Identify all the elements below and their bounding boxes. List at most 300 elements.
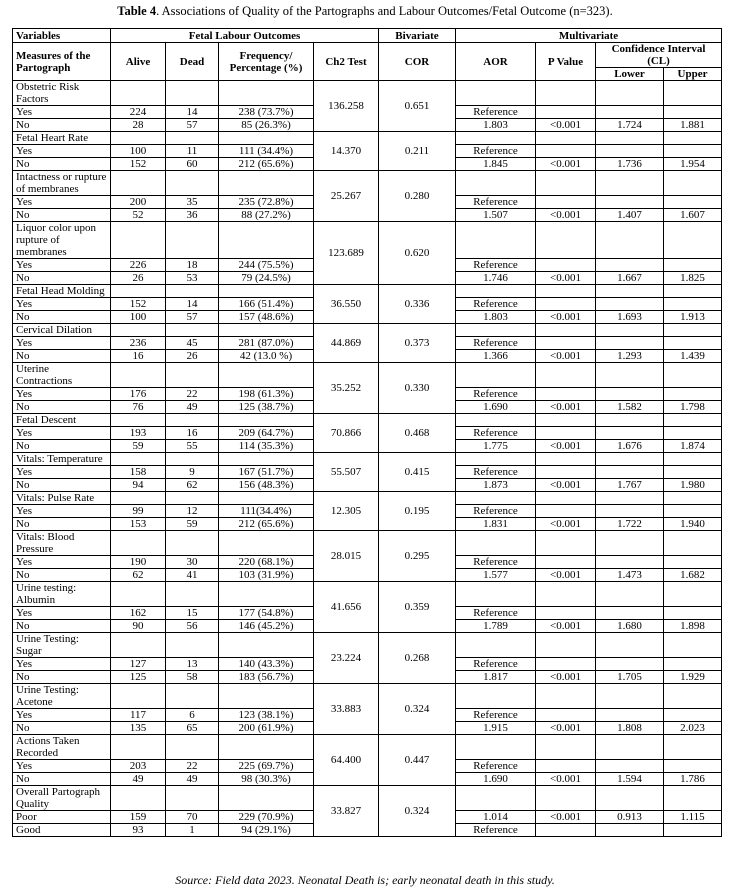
p-value-cell <box>536 709 596 722</box>
p-value-cell <box>536 760 596 773</box>
alive-cell <box>111 735 166 760</box>
upper-cell: 1.798 <box>664 401 722 414</box>
alive-cell: 94 <box>111 479 166 492</box>
row-label: Yes <box>13 145 111 158</box>
table-number: Table 4 <box>117 4 157 18</box>
dead-cell: 56 <box>166 620 219 633</box>
lower-cell <box>596 684 664 709</box>
alive-cell: 158 <box>111 466 166 479</box>
cor-cell: 0.295 <box>379 531 456 582</box>
frequency-cell <box>219 633 314 658</box>
upper-cell: 1.954 <box>664 158 722 171</box>
upper-cell: 1.786 <box>664 773 722 786</box>
p-value-cell <box>536 337 596 350</box>
p-value-cell <box>536 81 596 106</box>
header-aor: AOR <box>456 43 536 81</box>
p-value-cell <box>536 582 596 607</box>
alive-cell <box>111 492 166 505</box>
lower-cell: 1.722 <box>596 518 664 531</box>
aor-cell <box>456 492 536 505</box>
alive-cell: 127 <box>111 658 166 671</box>
p-value-cell: <0.001 <box>536 722 596 735</box>
dead-cell <box>166 222 219 259</box>
aor-cell: Reference <box>456 658 536 671</box>
group-header-row <box>13 633 722 658</box>
lower-cell <box>596 531 664 556</box>
lower-cell <box>596 786 664 811</box>
dead-cell: 49 <box>166 773 219 786</box>
row-label: Yes <box>13 658 111 671</box>
upper-cell <box>664 324 722 337</box>
row-label: No <box>13 311 111 324</box>
frequency-cell <box>219 414 314 427</box>
frequency-cell <box>219 582 314 607</box>
dead-cell: 60 <box>166 158 219 171</box>
aor-cell <box>456 171 536 196</box>
upper-cell: 1.825 <box>664 272 722 285</box>
row-label: No <box>13 209 111 222</box>
p-value-cell <box>536 492 596 505</box>
alive-cell <box>111 132 166 145</box>
frequency-cell: 103 (31.9%) <box>219 569 314 582</box>
frequency-cell <box>219 285 314 298</box>
group-name: Vitals: Pulse Rate <box>13 492 111 505</box>
group-name: Vitals: Temperature <box>13 453 111 466</box>
upper-cell <box>664 760 722 773</box>
header-variables: Variables <box>13 29 111 43</box>
upper-cell <box>664 556 722 569</box>
upper-cell: 1.874 <box>664 440 722 453</box>
row-label: Yes <box>13 337 111 350</box>
upper-cell <box>664 145 722 158</box>
upper-cell: 1.115 <box>664 811 722 824</box>
row-label: No <box>13 158 111 171</box>
p-value-cell <box>536 388 596 401</box>
aor-cell: 1.507 <box>456 209 536 222</box>
dead-cell <box>166 531 219 556</box>
group-header-row <box>13 363 722 388</box>
header-fetal-labour-outcomes: Fetal Labour Outcomes <box>111 29 379 43</box>
lower-cell: 1.676 <box>596 440 664 453</box>
lower-cell <box>596 363 664 388</box>
p-value-cell <box>536 633 596 658</box>
aor-cell: Reference <box>456 388 536 401</box>
frequency-cell: 42 (13.0 %) <box>219 350 314 363</box>
row-label: No <box>13 272 111 285</box>
cor-cell: 0.651 <box>379 81 456 132</box>
dead-cell: 62 <box>166 479 219 492</box>
dead-cell: 9 <box>166 466 219 479</box>
frequency-cell: 94 (29.1%) <box>219 824 314 837</box>
upper-cell: 1.898 <box>664 620 722 633</box>
p-value-cell <box>536 285 596 298</box>
aor-cell: Reference <box>456 259 536 272</box>
ch2-cell: 12.305 <box>314 492 379 531</box>
frequency-cell <box>219 81 314 106</box>
group-header-row <box>13 453 722 466</box>
frequency-cell <box>219 324 314 337</box>
group-name: Uterine Contractions <box>13 363 111 388</box>
frequency-cell: 220 (68.1%) <box>219 556 314 569</box>
header-multivariate: Multivariate <box>456 29 722 43</box>
alive-cell: 125 <box>111 671 166 684</box>
dead-cell <box>166 735 219 760</box>
frequency-cell <box>219 531 314 556</box>
p-value-cell <box>536 505 596 518</box>
lower-cell <box>596 337 664 350</box>
p-value-cell <box>536 607 596 620</box>
lower-cell: 1.680 <box>596 620 664 633</box>
upper-cell <box>664 786 722 811</box>
lower-cell: 1.767 <box>596 479 664 492</box>
alive-cell: 100 <box>111 311 166 324</box>
alive-cell: 62 <box>111 569 166 582</box>
p-value-cell <box>536 106 596 119</box>
dead-cell <box>166 633 219 658</box>
cor-cell: 0.211 <box>379 132 456 171</box>
aor-cell: 1.366 <box>456 350 536 363</box>
p-value-cell: <0.001 <box>536 350 596 363</box>
cor-cell: 0.324 <box>379 684 456 735</box>
lower-cell <box>596 171 664 196</box>
row-label: No <box>13 722 111 735</box>
group-name: Intactness or rupture of membranes <box>13 171 111 196</box>
group-name: Actions Taken Recorded <box>13 735 111 760</box>
header-alive: Alive <box>111 43 166 81</box>
upper-cell <box>664 132 722 145</box>
frequency-cell <box>219 453 314 466</box>
row-label: Yes <box>13 556 111 569</box>
row-label: No <box>13 518 111 531</box>
p-value-cell: <0.001 <box>536 209 596 222</box>
frequency-cell: 79 (24.5%) <box>219 272 314 285</box>
ch2-cell: 123.689 <box>314 222 379 285</box>
lower-cell <box>596 414 664 427</box>
upper-cell <box>664 337 722 350</box>
frequency-cell <box>219 132 314 145</box>
row-label: Good <box>13 824 111 837</box>
alive-cell: 176 <box>111 388 166 401</box>
alive-cell: 99 <box>111 505 166 518</box>
lower-cell <box>596 607 664 620</box>
lower-cell <box>596 222 664 259</box>
aor-cell: 1.845 <box>456 158 536 171</box>
dead-cell: 14 <box>166 106 219 119</box>
upper-cell <box>664 709 722 722</box>
dead-cell: 49 <box>166 401 219 414</box>
frequency-cell: 98 (30.3%) <box>219 773 314 786</box>
lower-cell <box>596 760 664 773</box>
upper-cell <box>664 607 722 620</box>
lower-cell: 1.705 <box>596 671 664 684</box>
row-label: Yes <box>13 466 111 479</box>
lower-cell <box>596 582 664 607</box>
cor-cell: 0.268 <box>379 633 456 684</box>
group-header-row <box>13 786 722 811</box>
alive-cell <box>111 285 166 298</box>
aor-cell: Reference <box>456 337 536 350</box>
alive-cell: 153 <box>111 518 166 531</box>
lower-cell <box>596 492 664 505</box>
aor-cell: Reference <box>456 556 536 569</box>
alive-cell: 152 <box>111 158 166 171</box>
aor-cell: Reference <box>456 607 536 620</box>
alive-cell: 49 <box>111 773 166 786</box>
frequency-cell: 123 (38.1%) <box>219 709 314 722</box>
p-value-cell <box>536 363 596 388</box>
lower-cell <box>596 259 664 272</box>
dead-cell: 57 <box>166 119 219 132</box>
p-value-cell: <0.001 <box>536 272 596 285</box>
p-value-cell: <0.001 <box>536 119 596 132</box>
p-value-cell <box>536 196 596 209</box>
group-name: Urine Testing: Sugar <box>13 633 111 658</box>
frequency-cell: 111(34.4%) <box>219 505 314 518</box>
dead-cell <box>166 453 219 466</box>
header-confidence-interval: Confidence Interval (CL) <box>596 43 722 68</box>
p-value-cell <box>536 684 596 709</box>
dead-cell: 58 <box>166 671 219 684</box>
ch2-cell: 70.866 <box>314 414 379 453</box>
row-label: No <box>13 440 111 453</box>
dead-cell <box>166 363 219 388</box>
cor-cell: 0.324 <box>379 786 456 837</box>
lower-cell: 1.724 <box>596 119 664 132</box>
group-name: Cervical Dilation <box>13 324 111 337</box>
alive-cell: 203 <box>111 760 166 773</box>
aor-cell: 1.789 <box>456 620 536 633</box>
aor-cell: 1.577 <box>456 569 536 582</box>
row-label: Yes <box>13 388 111 401</box>
ch2-cell: 41.656 <box>314 582 379 633</box>
aor-cell: Reference <box>456 106 536 119</box>
aor-cell: 1.803 <box>456 311 536 324</box>
dead-cell: 53 <box>166 272 219 285</box>
alive-cell: 135 <box>111 722 166 735</box>
p-value-cell: <0.001 <box>536 620 596 633</box>
dead-cell: 55 <box>166 440 219 453</box>
group-name: Vitals: Blood Pressure <box>13 531 111 556</box>
alive-cell <box>111 684 166 709</box>
upper-cell <box>664 414 722 427</box>
alive-cell: 16 <box>111 350 166 363</box>
frequency-cell: 167 (51.7%) <box>219 466 314 479</box>
aor-cell <box>456 81 536 106</box>
row-label: Yes <box>13 298 111 311</box>
dead-cell: 22 <box>166 760 219 773</box>
group-name: Overall Partograph Quality <box>13 786 111 811</box>
cor-cell: 0.373 <box>379 324 456 363</box>
group-header-row <box>13 324 722 337</box>
aor-cell <box>456 414 536 427</box>
upper-cell <box>664 427 722 440</box>
upper-cell <box>664 658 722 671</box>
upper-cell: 1.913 <box>664 311 722 324</box>
p-value-cell <box>536 171 596 196</box>
p-value-cell <box>536 427 596 440</box>
ch2-cell: 28.015 <box>314 531 379 582</box>
alive-cell: 28 <box>111 119 166 132</box>
upper-cell <box>664 298 722 311</box>
frequency-cell: 209 (64.7%) <box>219 427 314 440</box>
alive-cell: 26 <box>111 272 166 285</box>
upper-cell <box>664 171 722 196</box>
dead-cell: 59 <box>166 518 219 531</box>
ch2-cell: 44.869 <box>314 324 379 363</box>
lower-cell: 1.594 <box>596 773 664 786</box>
p-value-cell <box>536 259 596 272</box>
frequency-cell <box>219 222 314 259</box>
aor-cell: Reference <box>456 427 536 440</box>
upper-cell <box>664 106 722 119</box>
alive-cell <box>111 633 166 658</box>
lower-cell: 1.693 <box>596 311 664 324</box>
upper-cell <box>664 531 722 556</box>
frequency-cell: 156 (48.3%) <box>219 479 314 492</box>
lower-cell <box>596 709 664 722</box>
upper-cell <box>664 285 722 298</box>
dead-cell: 1 <box>166 824 219 837</box>
p-value-cell: <0.001 <box>536 440 596 453</box>
lower-cell <box>596 466 664 479</box>
alive-cell: 59 <box>111 440 166 453</box>
frequency-cell: 88 (27.2%) <box>219 209 314 222</box>
aor-cell: Reference <box>456 196 536 209</box>
group-header-row <box>13 132 722 145</box>
p-value-cell <box>536 556 596 569</box>
lower-cell: 1.473 <box>596 569 664 582</box>
alive-cell: 93 <box>111 824 166 837</box>
aor-cell: Reference <box>456 760 536 773</box>
row-label: Yes <box>13 505 111 518</box>
cor-cell: 0.468 <box>379 414 456 453</box>
p-value-cell <box>536 132 596 145</box>
aor-cell: Reference <box>456 824 536 837</box>
group-header-row <box>13 171 722 196</box>
frequency-cell: 281 (87.0%) <box>219 337 314 350</box>
p-value-cell: <0.001 <box>536 518 596 531</box>
row-label: Yes <box>13 607 111 620</box>
frequency-cell: 212 (65.6%) <box>219 518 314 531</box>
row-label: No <box>13 671 111 684</box>
dead-cell: 36 <box>166 209 219 222</box>
row-label: No <box>13 620 111 633</box>
ch2-cell: 55.507 <box>314 453 379 492</box>
group-name: Obstetric Risk Factors <box>13 81 111 106</box>
aor-cell <box>456 582 536 607</box>
frequency-cell: 183 (56.7%) <box>219 671 314 684</box>
cor-cell: 0.620 <box>379 222 456 285</box>
lower-cell <box>596 132 664 145</box>
aor-cell: Reference <box>456 145 536 158</box>
lower-cell: 1.736 <box>596 158 664 171</box>
lower-cell <box>596 81 664 106</box>
upper-cell: 1.881 <box>664 119 722 132</box>
dead-cell: 15 <box>166 607 219 620</box>
frequency-cell <box>219 171 314 196</box>
aor-cell: 1.873 <box>456 479 536 492</box>
alive-cell: 117 <box>111 709 166 722</box>
header-lower: Lower <box>596 68 664 81</box>
dead-cell: 11 <box>166 145 219 158</box>
upper-cell <box>664 196 722 209</box>
frequency-cell: 177 (54.8%) <box>219 607 314 620</box>
alive-cell <box>111 414 166 427</box>
dead-cell: 22 <box>166 388 219 401</box>
aor-cell <box>456 324 536 337</box>
row-label: Yes <box>13 760 111 773</box>
header-dead: Dead <box>166 43 219 81</box>
lower-cell <box>596 735 664 760</box>
frequency-cell: 166 (51.4%) <box>219 298 314 311</box>
dead-cell: 30 <box>166 556 219 569</box>
group-name: Urine Testing: Acetone <box>13 684 111 709</box>
dead-cell: 70 <box>166 811 219 824</box>
group-name: Liquor color upon rupture of membranes <box>13 222 111 259</box>
aor-cell: 1.831 <box>456 518 536 531</box>
upper-cell <box>664 684 722 709</box>
group-header-row <box>13 582 722 607</box>
group-name: Fetal Heart Rate <box>13 132 111 145</box>
table-title <box>0 4 730 19</box>
frequency-cell: 244 (75.5%) <box>219 259 314 272</box>
alive-cell: 190 <box>111 556 166 569</box>
cor-cell: 0.336 <box>379 285 456 324</box>
upper-cell: 1.980 <box>664 479 722 492</box>
group-header-row <box>13 285 722 298</box>
upper-cell <box>664 492 722 505</box>
upper-cell <box>664 505 722 518</box>
frequency-cell <box>219 786 314 811</box>
dead-cell <box>166 132 219 145</box>
row-label: Yes <box>13 427 111 440</box>
alive-cell: 76 <box>111 401 166 414</box>
frequency-cell: 200 (61.9%) <box>219 722 314 735</box>
frequency-cell: 225 (69.7%) <box>219 760 314 773</box>
aor-cell: 1.014 <box>456 811 536 824</box>
upper-cell: 1.929 <box>664 671 722 684</box>
lower-cell <box>596 196 664 209</box>
frequency-cell: 85 (26.3%) <box>219 119 314 132</box>
lower-cell <box>596 106 664 119</box>
frequency-cell <box>219 684 314 709</box>
upper-cell: 1.439 <box>664 350 722 363</box>
lower-cell <box>596 298 664 311</box>
p-value-cell: <0.001 <box>536 773 596 786</box>
p-value-cell: <0.001 <box>536 671 596 684</box>
table-body <box>13 81 722 837</box>
frequency-cell: 114 (35.3%) <box>219 440 314 453</box>
row-label: No <box>13 119 111 132</box>
aor-cell: Reference <box>456 505 536 518</box>
p-value-cell: <0.001 <box>536 811 596 824</box>
ch2-cell: 23.224 <box>314 633 379 684</box>
upper-cell <box>664 466 722 479</box>
aor-cell <box>456 222 536 259</box>
p-value-cell: <0.001 <box>536 569 596 582</box>
frequency-cell: 140 (43.3%) <box>219 658 314 671</box>
dead-cell <box>166 414 219 427</box>
upper-cell: 2.023 <box>664 722 722 735</box>
ch2-cell: 36.550 <box>314 285 379 324</box>
ch2-cell: 33.883 <box>314 684 379 735</box>
header-cor: COR <box>379 43 456 81</box>
alive-cell: 200 <box>111 196 166 209</box>
group-name: Fetal Descent <box>13 414 111 427</box>
aor-cell <box>456 633 536 658</box>
dead-cell: 18 <box>166 259 219 272</box>
row-label: No <box>13 479 111 492</box>
